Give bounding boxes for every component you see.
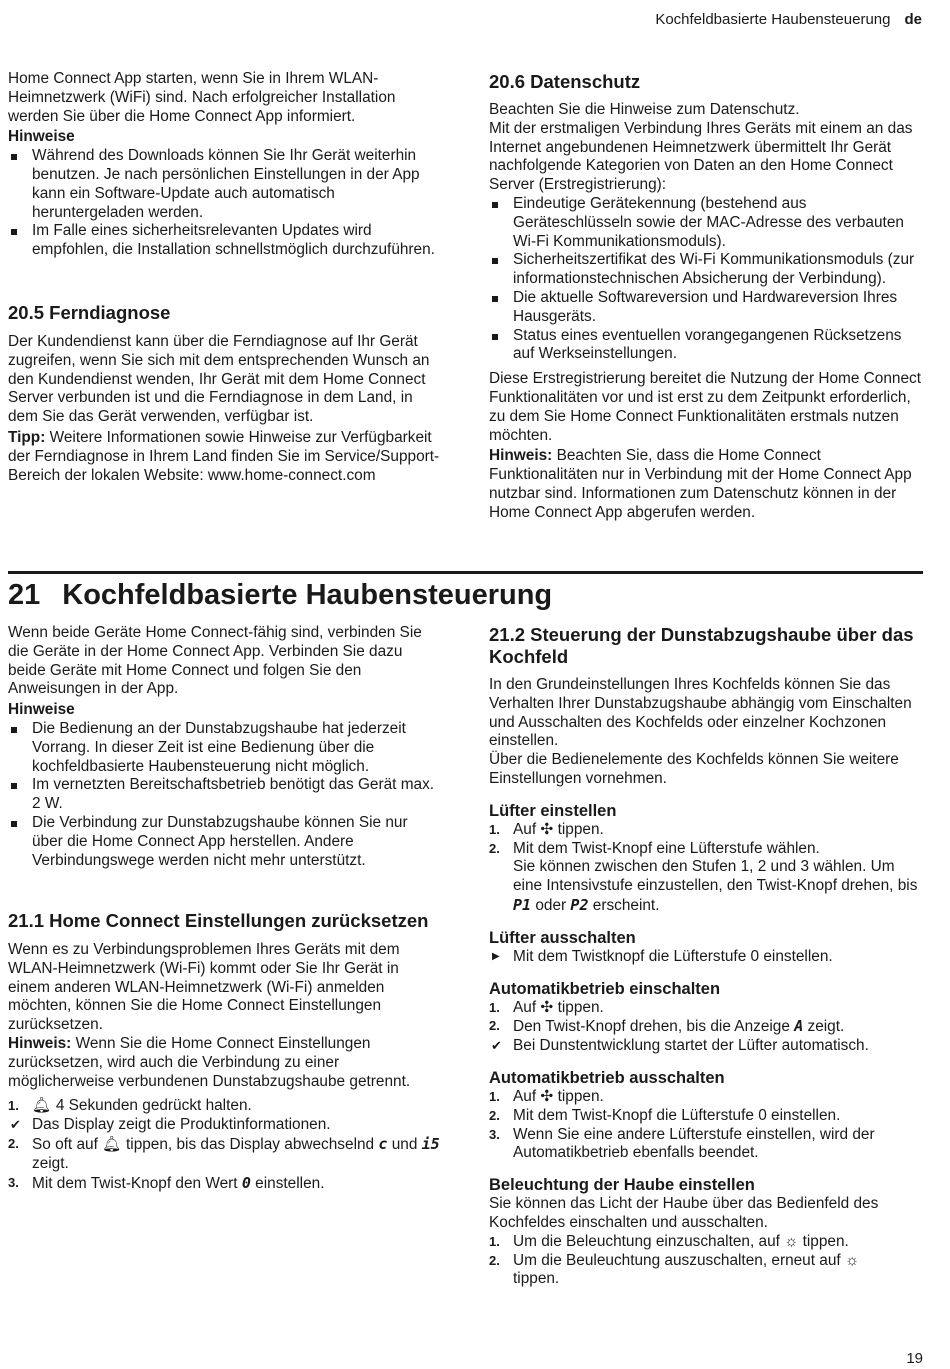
check-icon: ✔ <box>491 1038 502 1054</box>
paragraph: Home Connect App starten, wenn Sie in Ihrem WLAN-Heimnetzwerk (WiFi) sind. Nach erfolgreicher Installation werden Sie über die Home Connect App informiert. <box>8 70 396 125</box>
header-lang: de <box>904 11 922 28</box>
fan-icon: ✣ <box>540 820 554 838</box>
fan-icon: ✣ <box>540 1087 554 1105</box>
step-number: 1. <box>489 821 500 837</box>
chapter-heading <box>8 578 552 612</box>
step-number: 2. <box>489 1107 500 1123</box>
note-text: Beachten Sie, dass die Home Connect Funktionalitäten nur in Verbindung mit der Home Connect App nutzbar sind. Informationen zum Datenschutz können in der Home Connect App abgerufen werden. <box>489 447 912 521</box>
step-text: So oft auf <box>32 1135 103 1153</box>
step-text: Um die Beuleuchtung auszuschalten, erneut auf <box>513 1251 845 1269</box>
step-number: 3. <box>489 1126 500 1142</box>
notes-heading: Hinweise <box>8 128 75 146</box>
paragraph: Diese Erstregistrierung bereitet die Nutzung der Home Connect Funktionalitäten vor und ist erst zu dem Zeitpunkt erforderlich, zu dem Sie Home Connect Funktionalitäten erstmals nutzen möchten. <box>489 370 922 444</box>
step-number: 1. <box>489 1233 500 1249</box>
light-steps <box>489 1233 921 1289</box>
notes-heading: Hinweise <box>8 701 75 719</box>
bell-icon: 🔔︎ <box>32 1097 52 1115</box>
paragraph: Wenn beide Geräte Home Connect-fähig sind, verbinden Sie die Geräte in der Home Connect App. Verbinden Sie dazu beide Geräte mit Home Connect und folgen Sie den Anweisungen in der App. <box>8 624 422 698</box>
list-item: Die aktuelle Softwareversion und Hardwareversion Ihres Hausgeräts. <box>489 289 921 327</box>
step <box>8 1174 440 1194</box>
display-symbol: 0 <box>241 1173 251 1192</box>
step-text: Mit dem Twist-Knopf die Lüfterstufe 0 einstellen. <box>513 1106 841 1124</box>
fan-steps <box>489 821 921 916</box>
step-text: einstellen. <box>250 1174 325 1192</box>
step-text: Sie können zwischen den Stufen 1, 2 und 3 wählen. Um eine Intensivstufe einzustellen, den Twist-Knopf drehen, bis <box>513 858 918 895</box>
step-text: Wenn Sie eine andere Lüfterstufe einstellen, wird der Automatikbetrieb ebenfalls beendet. <box>513 1125 875 1162</box>
result-text: Das Display zeigt die Produktinformationen. <box>32 1116 331 1134</box>
display-symbol: P2 <box>570 895 589 914</box>
display-symbol: c <box>378 1134 388 1153</box>
step-text: zeigt. <box>803 1018 845 1036</box>
step-number: 2. <box>489 840 500 856</box>
step-text: Mit dem Twist-Knopf eine Lüfterstufe wählen. <box>513 839 820 857</box>
step-text: zeigt. <box>32 1154 69 1172</box>
list-item: Die Bedienung an der Dunstabzugshaube hat jederzeit Vorrang. In dieser Zeit ist eine Bedienung über die kochfeldbasierte Haubensteuerung nicht möglich. <box>8 720 440 776</box>
step-number: 3. <box>8 1174 19 1190</box>
subheading: Lüfter einstellen <box>489 801 617 820</box>
step-text: Den Twist-Knopf drehen, bis die Anzeige <box>513 1018 795 1036</box>
paragraph: Sie können das Licht der Haube über das Bedienfeld des Kochfeldes einschalten und ausschalten. <box>489 1195 879 1231</box>
display-symbol: i5 <box>421 1134 440 1153</box>
step <box>489 821 921 840</box>
step <box>489 1017 921 1037</box>
list-item: Sicherheitszertifikat des Wi-Fi Kommunikationsmoduls (zur informationstechnischen Absicherung der Verbindung). <box>489 251 921 289</box>
note-paragraph <box>489 447 921 522</box>
tip-label: Tipp: <box>8 428 46 446</box>
chapter-title: Kochfeldbasierte Haubensteuerung <box>62 579 553 611</box>
step-text: Auf <box>513 820 541 838</box>
step-number: 1. <box>489 1088 500 1104</box>
paragraph: In den Grundeinstellungen Ihres Kochfelds können Sie das Verhalten Ihrer Dunstabzugshaube abhängig vom Einschalten und Ausschalten des Kochfelds oder einzelner Kochzonen einstellen. <box>489 676 912 750</box>
section-heading: 21.1 Home Connect Einstellungen zurücksetzen <box>8 910 429 931</box>
step <box>489 1126 921 1164</box>
step <box>489 1252 921 1290</box>
list-item: Im Falle eines sicherheitsrelevanten Updates wird empfohlen, die Installation schnellstmöglich durchzuführen. <box>8 222 440 260</box>
display-symbol: P1 <box>513 895 532 914</box>
step-text: 4 Sekunden gedrückt halten. <box>55 1097 252 1115</box>
subheading: Automatikbetrieb einschalten <box>489 979 721 998</box>
fan-off-steps <box>489 948 921 967</box>
light-icon: ☼ <box>784 1232 799 1250</box>
subheading: Beleuchtung der Haube einstellen <box>489 1176 755 1195</box>
step-text: und <box>387 1135 422 1153</box>
bell-icon: 🔔︎ <box>102 1135 122 1153</box>
reset-steps <box>8 1097 440 1193</box>
step <box>8 1097 440 1116</box>
section-heading: 20.5 Ferndiagnose <box>8 302 171 323</box>
section-20-5 <box>8 302 440 485</box>
step-text: tippen. <box>553 1087 604 1105</box>
paragraph: Der Kundendienst kann über die Ferndiagnose auf Ihr Gerät zugreifen, wenn Sie sich mit dem entsprechenden Wunsch an den Kundendienst wenden, Ihr Gerät mit dem Home Connect Server verbunden ist und die Ferndiagnose in dem Land, in dem Sie das Gerät verwenden, verfügbar ist. <box>8 333 430 426</box>
auto-on-steps <box>489 999 921 1056</box>
chapter-rule <box>8 571 923 574</box>
header-title: Kochfeldbasierte Haubensteuerung <box>655 11 891 28</box>
step-text: Auf <box>513 998 541 1016</box>
notes-list <box>8 147 440 260</box>
note-label: Hinweis: <box>8 1034 72 1052</box>
step-text: tippen. <box>553 998 604 1016</box>
list-item: Die Verbindung zur Dunstabzugshaube können Sie nur über die Home Connect App herstellen. Andere Verbindungswege werden nicht mehr unterstützt. <box>8 814 440 870</box>
step-text: erscheint. <box>588 896 660 914</box>
step-text: Auf <box>513 1087 541 1105</box>
section-heading: 20.6 Datenschutz <box>489 71 641 92</box>
step-text: tippen, bis das Display abwechselnd <box>121 1135 379 1153</box>
paragraph: Mit der erstmaligen Verbindung Ihres Geräts mit einem an das Internet angebundenen Heimnetzwerk übermittelt Ihr Gerät nachfolgende Kategorien von Daten an den Home Connect Server (Erstregistrierung): <box>489 119 913 194</box>
step-text: oder <box>531 896 571 914</box>
subheading: Automatikbetrieb ausschalten <box>489 1068 725 1087</box>
section-21-2 <box>489 624 921 1289</box>
step <box>489 948 921 967</box>
display-symbol: A <box>794 1017 804 1036</box>
light-icon: ☼ <box>844 1251 860 1269</box>
section-heading: 21.2 Steuerung der Dunstabzugshaube über das Kochfeld <box>489 624 914 667</box>
paragraph: Über die Bedienelemente des Kochfelds können Sie weitere Einstellungen vornehmen. <box>489 751 899 787</box>
notes-list <box>8 720 440 870</box>
step-number: 2. <box>489 1252 500 1268</box>
step <box>489 1088 921 1107</box>
chapter-number: 21 <box>8 579 41 611</box>
step-number: 1. <box>8 1098 19 1114</box>
step-number: 2. <box>8 1135 19 1151</box>
page-number: 19 <box>906 1350 923 1367</box>
list-item: Status eines eventuellen vorangegangenen Rücksetzens auf Werkseinstellungen. <box>489 327 921 365</box>
section-20-6 <box>489 71 921 523</box>
note-text: Wenn Sie die Home Connect Einstellungen zurücksetzen, wird auch die Verbindung zu einer möglicherweise verbundenen Dunstabzugshaube getrennt. <box>8 1034 411 1090</box>
step-result <box>489 1037 921 1056</box>
arrow-icon: ▶ <box>492 950 500 962</box>
tip-text: Weitere Informationen sowie Hinweise zur Verfügbarkeit der Ferndiagnose in Ihrem Land finden Sie im Service/Support-Bereich der lokalen Website: www.home-connect.com <box>8 428 440 484</box>
step-text: Mit dem Twistknopf die Lüfterstufe 0 einstellen. <box>513 947 833 965</box>
step <box>489 1233 921 1252</box>
step-text: Mit dem Twist-Knopf den Wert <box>32 1174 242 1192</box>
step-number: 2. <box>489 1018 500 1034</box>
step-text: tippen. <box>553 820 604 838</box>
paragraph: Wenn es zu Verbindungsproblemen Ihres Geräts mit dem WLAN-Heimnetzwerk (Wi-Fi) kommt oder Sie Ihr Gerät in einem anderen WLAN-Heimnetzwerk (Wi-Fi) anmelden möchten, können Sie die Home Connect Einstellungen zurücksetzen. <box>8 941 400 1034</box>
section-21-1 <box>8 910 440 1193</box>
list-item: Während des Downloads können Sie Ihr Gerät weiterhin benutzen. Je nach persönlichen Einstellungen in der App kann ein Software-Update auch automatisch heruntergeladen werden. <box>8 147 440 222</box>
running-header <box>655 11 922 30</box>
step-text: tippen. <box>513 1270 560 1288</box>
note-label: Hinweis: <box>489 447 553 465</box>
step <box>489 840 921 916</box>
check-icon: ✔ <box>10 1117 21 1133</box>
subheading: Lüfter ausschalten <box>489 928 636 947</box>
note-paragraph <box>8 1035 440 1091</box>
step-text: tippen. <box>798 1232 849 1250</box>
list-item: Eindeutige Gerätekennung (bestehend aus Geräteschlüsseln sowie der MAC-Adresse des verbauten Wi-Fi Kommunikationsmoduls). <box>489 195 921 251</box>
step <box>489 1107 921 1126</box>
section-21-intro <box>8 624 440 870</box>
step <box>8 1135 440 1174</box>
fan-icon: ✣ <box>540 998 554 1016</box>
data-categories-list <box>489 195 921 364</box>
auto-off-steps <box>489 1088 921 1163</box>
paragraph: Beachten Sie die Hinweise zum Datenschutz. <box>489 101 800 118</box>
step-result <box>8 1116 440 1135</box>
step <box>489 999 921 1018</box>
section-20-4-continued <box>8 70 440 260</box>
result-text: Bei Dunstentwicklung startet der Lüfter automatisch. <box>513 1037 869 1055</box>
list-item: Im vernetzten Bereitschaftsbetrieb benötigt das Gerät max. 2 W. <box>8 776 440 814</box>
tip-paragraph <box>8 429 440 485</box>
step-number: 1. <box>489 999 500 1015</box>
step-text: Um die Beleuchtung einzuschalten, auf <box>513 1232 785 1250</box>
